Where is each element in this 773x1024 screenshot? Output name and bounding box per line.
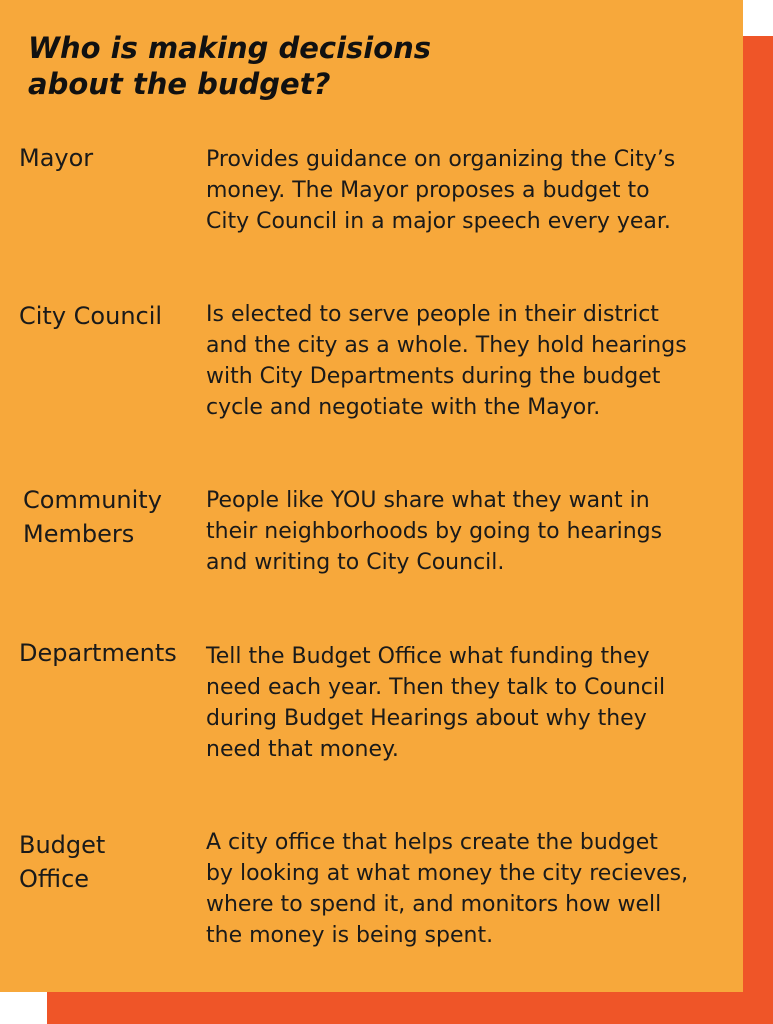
- description-line: where to spend it, and monitors how well: [206, 892, 662, 917]
- page-title: [28, 30, 488, 102]
- description-line: A city office that helps create the budget: [206, 830, 658, 855]
- description-line: their neighborhoods by going to hearings: [206, 519, 663, 544]
- role-budget-office: Budget Office: [19, 831, 106, 893]
- role-departments: Departments: [19, 639, 177, 667]
- description-line: City Council in a major speech every year.: [206, 209, 671, 234]
- description-city-council: [206, 299, 726, 423]
- description-line: with City Departments during the budget: [206, 364, 661, 389]
- description-line: Is elected to serve people in their district: [206, 302, 659, 327]
- description-departments: [206, 641, 726, 765]
- description-line: the money is being spent.: [206, 923, 494, 948]
- role-community-members: Community Members: [23, 486, 162, 548]
- description-line: cycle and negotiate with the Mayor.: [206, 395, 601, 420]
- description-line: Provides guidance on organizing the City’s: [206, 147, 676, 172]
- title-line-1: Who is making decisions: [28, 31, 432, 65]
- title-line-2: about the budget?: [28, 67, 331, 101]
- description-mayor: [206, 144, 726, 237]
- description-line: need that money.: [206, 737, 399, 762]
- description-line: by looking at what money the city recieves,: [206, 861, 689, 886]
- description-community-members: [206, 485, 726, 578]
- description-line: money. The Mayor proposes a budget to: [206, 178, 650, 203]
- description-line: need each year. Then they talk to Council: [206, 675, 666, 700]
- description-budget-office: [206, 827, 726, 951]
- description-line: Tell the Budget Office what funding they: [206, 644, 650, 669]
- description-line: during Budget Hearings about why they: [206, 706, 647, 731]
- description-line: and the city as a whole. They hold hearings: [206, 333, 687, 358]
- role-city-council: City Council: [19, 302, 163, 330]
- description-line: People like YOU share what they want in: [206, 488, 650, 513]
- description-line: and writing to City Council.: [206, 550, 505, 575]
- role-mayor: Mayor: [19, 144, 94, 172]
